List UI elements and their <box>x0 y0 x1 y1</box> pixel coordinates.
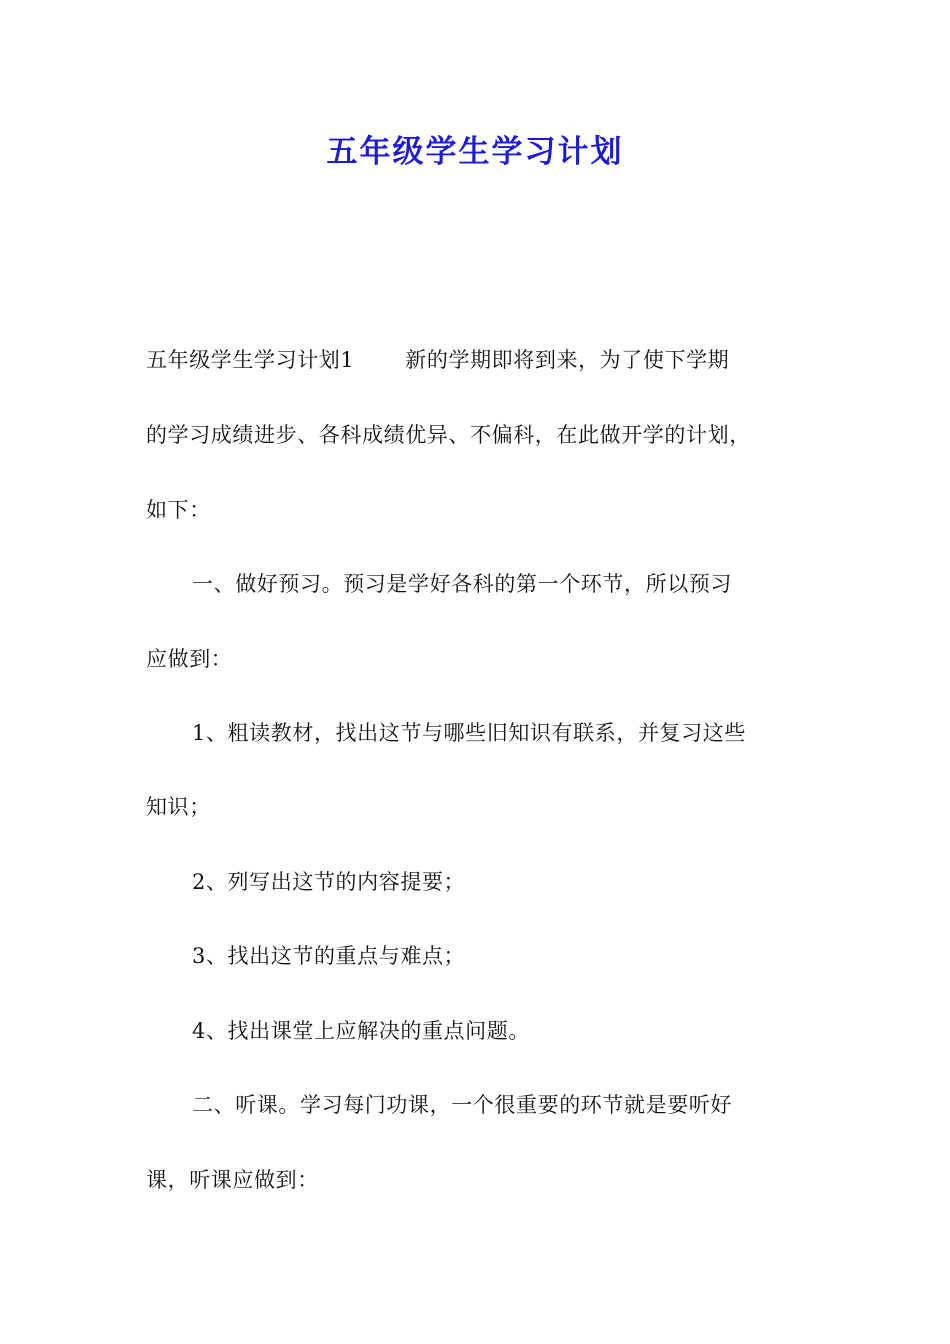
paragraph-line: 的学习成绩进步、各科成绩优异、不偏科，在此做开学的计划， <box>146 423 751 447</box>
paragraph-line: 一、做好预习。预习是学好各科的第一个环节，所以预习 <box>192 572 732 596</box>
paragraph-line: 4、找出课堂上应解决的重点问题。 <box>192 1019 530 1043</box>
paragraph-line: 知识； <box>146 795 211 819</box>
paragraph-line: 课，听课应做到： <box>146 1168 319 1192</box>
paragraph-line: 2、列写出这节的内容提要； <box>192 870 466 894</box>
paragraph-line: 如下： <box>146 498 211 522</box>
paragraph-line: 二、听课。学习每门功课，一个很重要的环节就是要听好 <box>192 1093 732 1117</box>
paragraph-line: 1、粗读教材，找出这节与哪些旧知识有联系，并复习这些 <box>192 721 746 745</box>
paragraph-line: 应做到： <box>146 647 233 671</box>
paragraph-line: 3、找出这节的重点与难点； <box>192 944 466 968</box>
document-title: 五年级学生学习计划 <box>326 134 624 170</box>
paragraph-line: 五年级学生学习计划1 新的学期即将到来，为了使下学期 <box>146 348 730 372</box>
